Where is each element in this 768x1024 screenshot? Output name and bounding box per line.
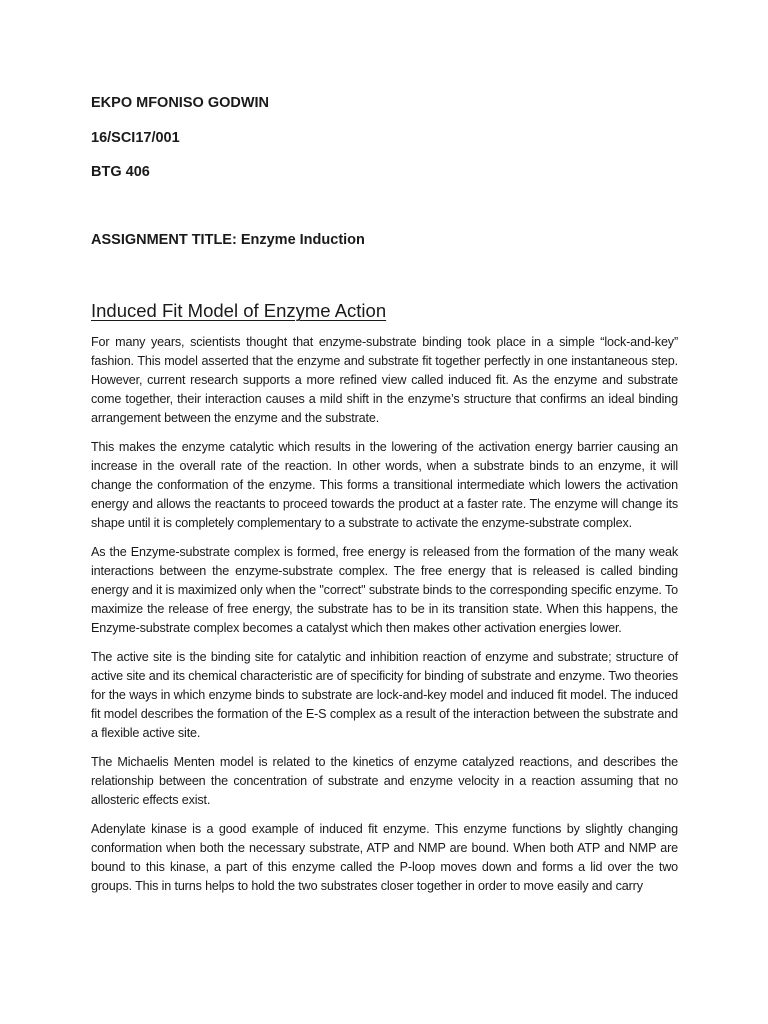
matric-number: 16/SCI17/001 — [91, 130, 180, 146]
section-heading: Induced Fit Model of Enzyme Action — [91, 300, 387, 321]
document-body — [91, 333, 678, 896]
paragraph-binding-energy: As the Enzyme-substrate complex is formed, free energy is released from the formation of the many weak interactions between the enzyme-substrate complex. The free energy that is released is called binding energy and it is maximized only when the "correct" substrate binds to the corresponding specific enzyme. To maximize the release of free energy, the substrate has to be in its transition state. When this happens, the Enzyme-substrate complex becomes a catalyst which then makes other activation energies lower. — [91, 545, 678, 635]
paragraph-induced-fit-intro: For many years, scientists thought that enzyme-substrate binding took place in a simple “lock-and-key” fashion. This model asserted that the enzyme and substrate fit together perfectly in one instantaneous step. However, current research supports a more refined view called induced fit. As the enzyme and substrate come together, their interaction causes a mild shift in the enzyme’s structure that confirms an ideal binding arrangement between the enzyme and the substrate. — [91, 335, 678, 425]
author-name: EKPO MFONISO GODWIN — [91, 95, 270, 111]
paragraph-adenylate-kinase: Adenylate kinase is a good example of induced fit enzyme. This enzyme functions by slightly changing conformation when both the necessary substrate, ATP and NMP are bound. When both ATP and NMP are bound to this kinase, a part of this enzyme called the P-loop moves down and forms a lid over the two groups. This in turns helps to hold the two substrates closer together in order to move easily and carry — [91, 822, 678, 893]
assignment-title: ASSIGNMENT TITLE: Enzyme Induction — [91, 232, 365, 248]
paragraph-michaelis-menten: The Michaelis Menten model is related to the kinetics of enzyme catalyzed reactions, and describes the relationship between the concentration of substrate and enzyme velocity in a reaction assuming that no allosteric effects exist. — [91, 755, 678, 807]
paragraph-active-site: The active site is the binding site for catalytic and inhibition reaction of enzyme and substrate; structure of active site and its chemical characteristic are of specificity for binding of substrate and enzyme. Two theories for the ways in which enzyme binds to substrate are lock-and-key model and induced fit model. The induced fit model describes the formation of the E-S complex as a result of the interaction between the substrate and a flexible active site. — [91, 650, 678, 740]
course-code: BTG 406 — [91, 164, 150, 180]
paragraph-catalytic-effect: This makes the enzyme catalytic which results in the lowering of the activation energy barrier causing an increase in the overall rate of the reaction. In other words, when a substrate binds to an enzyme, it will change the conformation of the enzyme. This forms a transitional intermediate which lowers the activation energy and allows the reactants to proceed towards the product at a faster rate. The enzyme will change its shape until it is completely complementary to a substrate to activate the enzyme-substrate complex. — [91, 440, 678, 530]
